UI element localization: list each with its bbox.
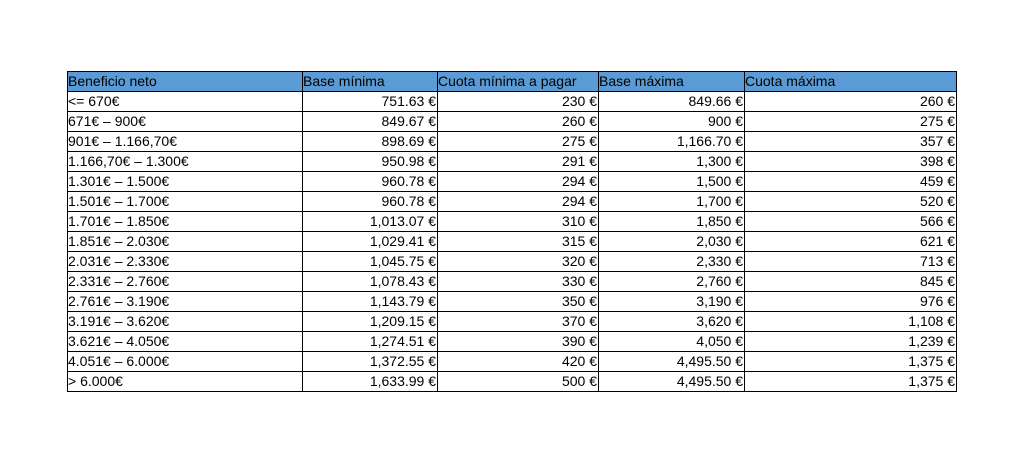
cell-base-maxima: 4,050 € — [599, 332, 745, 352]
cell-base-minima: 960.78 € — [303, 172, 438, 192]
cell-beneficio-neto: 1.701€ – 1.850€ — [68, 212, 303, 232]
table-row — [68, 312, 957, 332]
cell-base-maxima: 849.66 € — [599, 92, 745, 112]
cell-beneficio-neto: 1.301€ – 1.500€ — [68, 172, 303, 192]
cell-cuota-minima: 260 € — [438, 112, 599, 132]
cell-cuota-maxima: 398 € — [745, 152, 957, 172]
cell-beneficio-neto: 2.761€ – 3.190€ — [68, 292, 303, 312]
header-cuota-maxima: Cuota máxima — [745, 72, 957, 92]
cell-beneficio-neto: 3.191€ – 3.620€ — [68, 312, 303, 332]
header-beneficio-neto: Beneficio neto — [68, 72, 303, 92]
cell-cuota-maxima: 713 € — [745, 252, 957, 272]
cell-base-maxima: 3,190 € — [599, 292, 745, 312]
cell-base-maxima: 2,330 € — [599, 252, 745, 272]
cell-base-maxima: 3,620 € — [599, 312, 745, 332]
cell-base-maxima: 2,030 € — [599, 232, 745, 252]
cell-base-minima: 898.69 € — [303, 132, 438, 152]
cell-cuota-maxima: 260 € — [745, 92, 957, 112]
cell-base-maxima: 1,300 € — [599, 152, 745, 172]
table-row — [68, 352, 957, 372]
cell-cuota-maxima: 621 € — [745, 232, 957, 252]
table-row — [68, 152, 957, 172]
cell-beneficio-neto: 3.621€ – 4.050€ — [68, 332, 303, 352]
cell-cuota-minima: 370 € — [438, 312, 599, 332]
cell-cuota-minima: 230 € — [438, 92, 599, 112]
cell-base-maxima: 2,760 € — [599, 272, 745, 292]
cell-cuota-maxima: 459 € — [745, 172, 957, 192]
cell-base-minima: 1,209.15 € — [303, 312, 438, 332]
cell-cuota-minima: 275 € — [438, 132, 599, 152]
table-row — [68, 372, 957, 392]
cell-base-maxima: 1,500 € — [599, 172, 745, 192]
cell-cuota-maxima: 976 € — [745, 292, 957, 312]
cell-cuota-minima: 420 € — [438, 352, 599, 372]
cell-base-minima: 1,143.79 € — [303, 292, 438, 312]
cell-cuota-maxima: 520 € — [745, 192, 957, 212]
cell-cuota-maxima: 357 € — [745, 132, 957, 152]
cell-base-minima: 1,013.07 € — [303, 212, 438, 232]
cell-beneficio-neto: > 6.000€ — [68, 372, 303, 392]
table-row — [68, 212, 957, 232]
header-cuota-minima: Cuota mínima a pagar — [438, 72, 599, 92]
table-row — [68, 292, 957, 312]
cell-cuota-maxima: 1,108 € — [745, 312, 957, 332]
cell-cuota-minima: 315 € — [438, 232, 599, 252]
cell-cuota-maxima: 845 € — [745, 272, 957, 292]
cell-cuota-maxima: 1,239 € — [745, 332, 957, 352]
table-row — [68, 232, 957, 252]
cell-base-minima: 1,372.55 € — [303, 352, 438, 372]
cell-beneficio-neto: 4.051€ – 6.000€ — [68, 352, 303, 372]
cell-base-minima: 1,029.41 € — [303, 232, 438, 252]
cell-base-minima: 849.67 € — [303, 112, 438, 132]
cell-base-minima: 751.63 € — [303, 92, 438, 112]
cell-beneficio-neto: 1.501€ – 1.700€ — [68, 192, 303, 212]
cell-beneficio-neto: <= 670€ — [68, 92, 303, 112]
cell-base-minima: 1,045.75 € — [303, 252, 438, 272]
cell-beneficio-neto: 901€ – 1.166,70€ — [68, 132, 303, 152]
cell-base-maxima: 4,495.50 € — [599, 352, 745, 372]
cell-beneficio-neto: 671€ – 900€ — [68, 112, 303, 132]
cell-cuota-minima: 310 € — [438, 212, 599, 232]
header-base-maxima: Base máxima — [599, 72, 745, 92]
header-base-minima: Base mínima — [303, 72, 438, 92]
cell-beneficio-neto: 1.851€ – 2.030€ — [68, 232, 303, 252]
cell-base-maxima: 4,495.50 € — [599, 372, 745, 392]
cell-cuota-maxima: 1,375 € — [745, 372, 957, 392]
cell-base-minima: 950.98 € — [303, 152, 438, 172]
cell-cuota-maxima: 1,375 € — [745, 352, 957, 372]
cell-base-maxima: 1,850 € — [599, 212, 745, 232]
table-row — [68, 272, 957, 292]
table-row — [68, 92, 957, 112]
cell-base-minima: 1,274.51 € — [303, 332, 438, 352]
header-row — [68, 72, 957, 92]
cell-base-minima: 1,078.43 € — [303, 272, 438, 292]
cell-cuota-minima: 350 € — [438, 292, 599, 312]
cell-cuota-minima: 294 € — [438, 172, 599, 192]
cell-cuota-minima: 330 € — [438, 272, 599, 292]
table-row — [68, 172, 957, 192]
cell-cuota-minima: 294 € — [438, 192, 599, 212]
cell-beneficio-neto: 2.331€ – 2.760€ — [68, 272, 303, 292]
cell-cuota-minima: 500 € — [438, 372, 599, 392]
table-row — [68, 132, 957, 152]
cell-base-minima: 1,633.99 € — [303, 372, 438, 392]
cell-base-minima: 960.78 € — [303, 192, 438, 212]
cell-cuota-maxima: 275 € — [745, 112, 957, 132]
table-row — [68, 332, 957, 352]
cell-base-maxima: 1,166.70 € — [599, 132, 745, 152]
cell-cuota-maxima: 566 € — [745, 212, 957, 232]
table-row — [68, 112, 957, 132]
cell-cuota-minima: 320 € — [438, 252, 599, 272]
table-row — [68, 252, 957, 272]
cell-cuota-minima: 291 € — [438, 152, 599, 172]
cell-base-maxima: 1,700 € — [599, 192, 745, 212]
table-row — [68, 192, 957, 212]
cell-beneficio-neto: 2.031€ – 2.330€ — [68, 252, 303, 272]
cell-beneficio-neto: 1.166,70€ – 1.300€ — [68, 152, 303, 172]
cell-base-maxima: 900 € — [599, 112, 745, 132]
contribution-table — [67, 71, 957, 392]
cell-cuota-minima: 390 € — [438, 332, 599, 352]
